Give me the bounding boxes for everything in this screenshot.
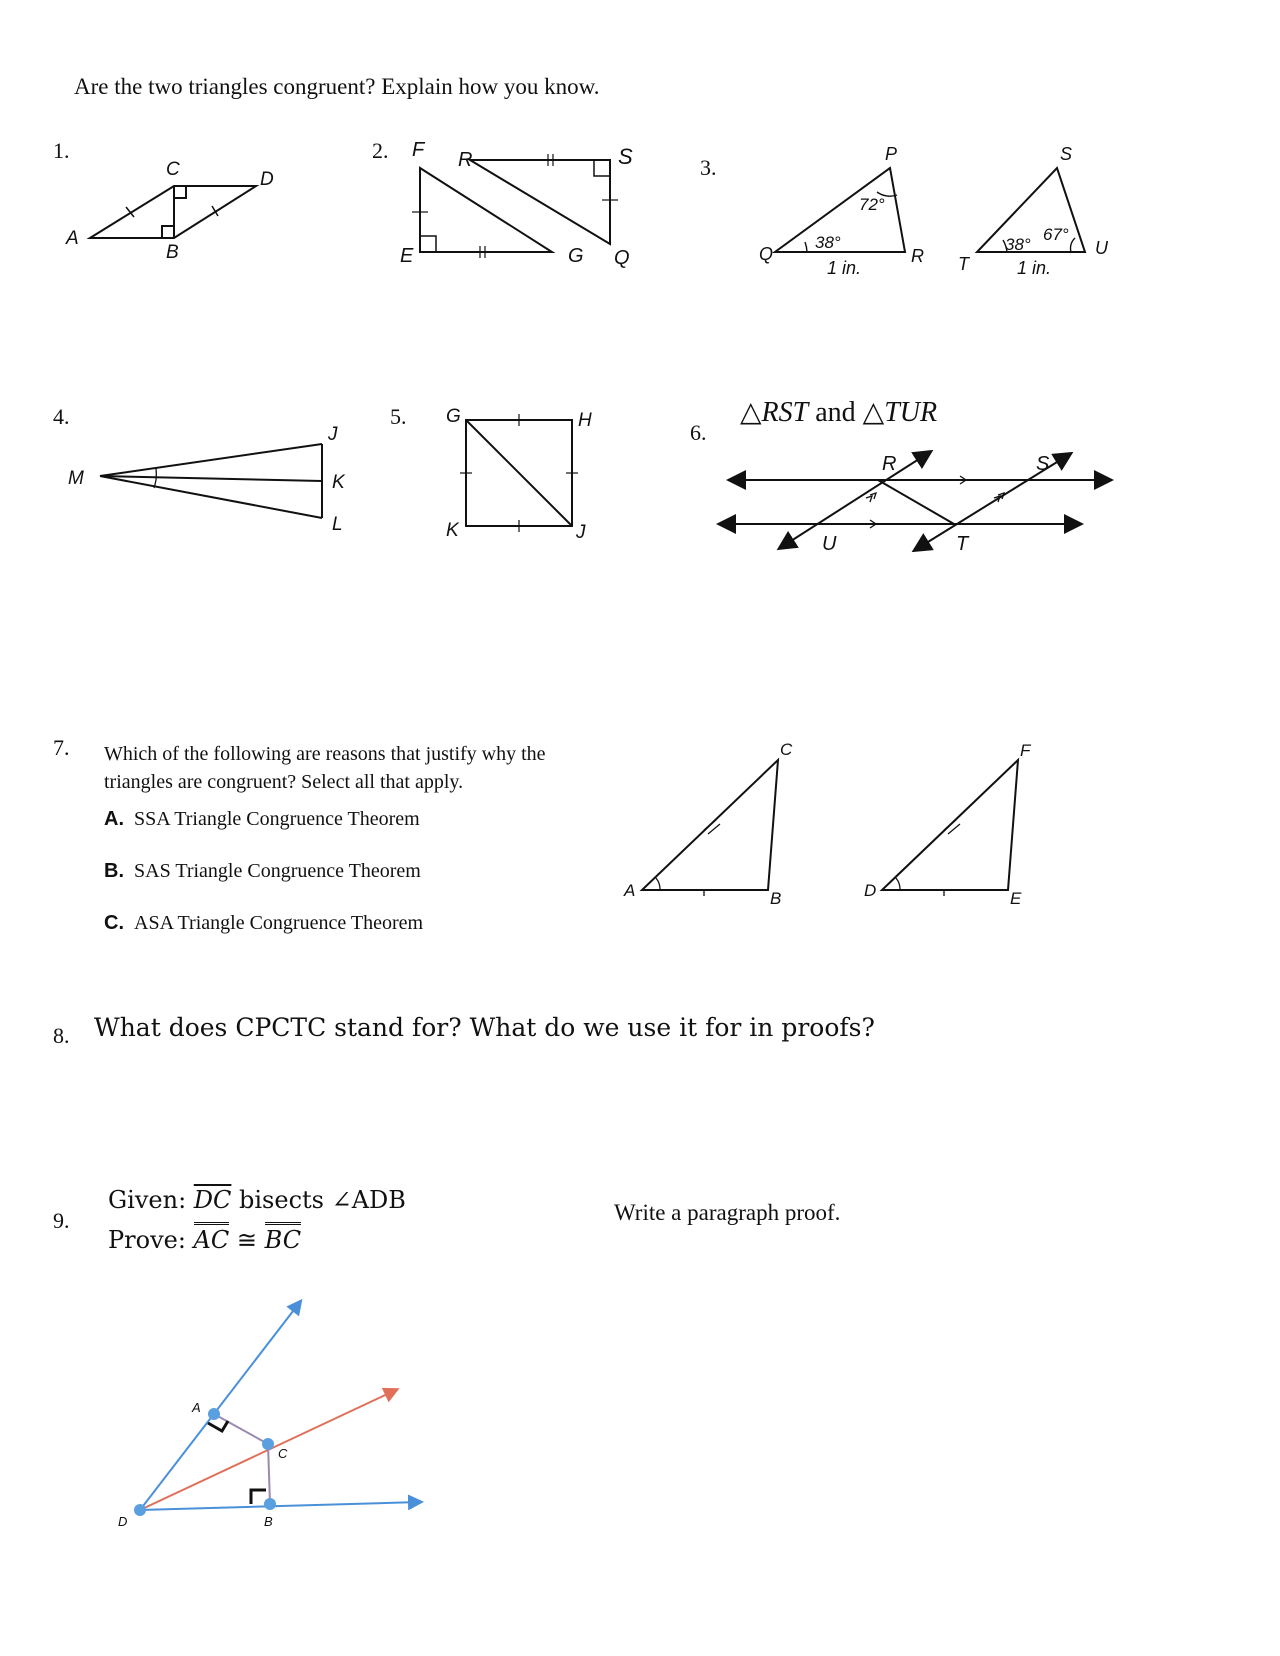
problem-6-number: 6. (690, 420, 707, 445)
label-t: T (958, 254, 969, 274)
problem-9-figure (110, 1290, 450, 1550)
problem-2-figure (400, 140, 660, 270)
label-b9: B (264, 1514, 273, 1529)
label-e7: E (1010, 889, 1022, 908)
side-1in-left: 1 in. (827, 258, 862, 278)
label-l: L (332, 514, 343, 535)
instructions: Are the two triangles congruent? Explain how you know. (74, 74, 600, 99)
triangle-stu (977, 168, 1085, 252)
problem-4-number: 4. (53, 404, 70, 429)
problem-8-number: 8. (53, 1023, 70, 1048)
label-b: B (166, 242, 179, 263)
label-t6: T (956, 533, 969, 555)
segment-dc: $\overline{DC}$ (193, 1186, 232, 1214)
label-s: S (618, 144, 633, 169)
label-j5: J (576, 522, 586, 543)
and-word: and (808, 397, 863, 428)
angle-67: 67° (1043, 225, 1069, 244)
problem-7-question: Which of the following are reasons that justify why the triangles are congruent? Select all that apply. (104, 743, 546, 793)
problem-2-number: 2. (372, 138, 389, 163)
label-u: U (1095, 238, 1108, 258)
problem-8-question: What does CPCTC stand for? What do we use it for in proofs? (94, 1013, 875, 1042)
problem-9-number: 9. (53, 1208, 70, 1233)
problem-7-figure (620, 740, 1050, 930)
label-u6: U (822, 533, 837, 555)
triangle-tur: TUR (884, 397, 938, 428)
label-d: D (260, 169, 274, 190)
angle-72: 72° (859, 195, 885, 214)
point-c (262, 1438, 274, 1450)
label-q: Q (614, 247, 630, 269)
problem-5-number: 5. (390, 404, 407, 429)
label-c: C (166, 159, 180, 180)
label-r: R (458, 149, 473, 171)
label-k5: K (446, 520, 459, 541)
given-statement: Given: $\overline{DC}$ bisects ∠ADB (108, 1186, 406, 1214)
label-a7: A (624, 881, 636, 900)
angle-38-right: 38° (1005, 235, 1031, 254)
label-j: J (328, 424, 338, 445)
problem-6-figure (730, 440, 1120, 560)
label-a9: A (192, 1400, 201, 1415)
label-p: P (885, 144, 898, 164)
prove-statement: Prove: AC ≅ BC (108, 1220, 301, 1260)
label-k: K (332, 472, 345, 493)
label-c9: C (278, 1446, 288, 1461)
angle-38-left: 38° (815, 233, 841, 252)
ray-da (140, 1302, 300, 1510)
label-r3: R (911, 246, 924, 266)
segment-ac: AC (194, 1222, 230, 1254)
point-d (134, 1504, 146, 1516)
problem-5-figure (440, 404, 600, 544)
problem-4-figure (60, 410, 360, 535)
label-d7: D (864, 881, 877, 900)
label-f7: F (1020, 741, 1031, 760)
triangle-rsq (470, 160, 610, 244)
problem-3-figure (755, 140, 1135, 290)
triangle-symbol-2: △ (862, 397, 885, 428)
label-s3: S (1060, 144, 1073, 164)
label-g: G (568, 245, 584, 267)
option-c: C. ASA Triangle Congruence Theorem (104, 912, 424, 934)
label-b7: B (770, 889, 782, 908)
problem-7-number: 7. (53, 735, 70, 760)
ray-db (140, 1502, 420, 1510)
option-b: B. SAS Triangle Congruence Theorem (104, 860, 421, 882)
label-g5: G (446, 406, 461, 427)
paragraph-proof-instruction: Write a paragraph proof. (614, 1200, 841, 1225)
side-1in-right: 1 in. (1017, 258, 1052, 278)
label-s6: S (1036, 453, 1050, 475)
label-q3: Q (759, 244, 774, 264)
problem-1-figure (60, 150, 290, 270)
label-r6: R (882, 453, 897, 475)
problem-3-number: 3. (700, 155, 717, 180)
problem-6-title (740, 395, 937, 429)
triangle-symbol-1: △ (740, 397, 762, 428)
point-a (208, 1408, 220, 1420)
segment-bc: BC (265, 1222, 301, 1254)
label-a: A (66, 228, 79, 249)
label-h: H (578, 410, 592, 431)
problem-1-number: 1. (53, 138, 70, 163)
option-a: A. SSA Triangle Congruence Theorem (104, 808, 420, 830)
label-c7: C (780, 740, 793, 759)
triangle-feg (420, 168, 552, 252)
point-b (264, 1498, 276, 1510)
triangle-rst: RST (761, 397, 809, 428)
label-e: E (400, 245, 414, 267)
label-d9: D (118, 1514, 128, 1529)
label-f: F (412, 139, 425, 161)
label-m: M (68, 468, 84, 489)
